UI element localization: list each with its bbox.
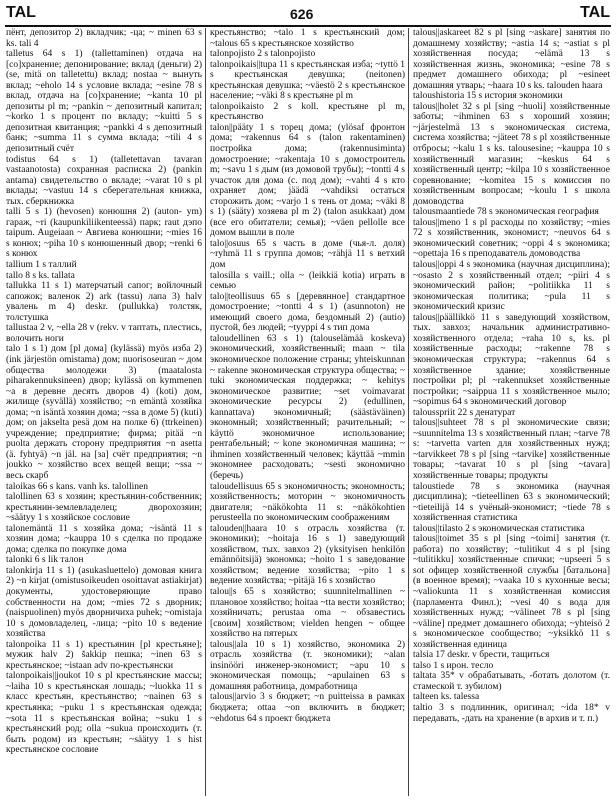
dictionary-entry: talon||pääty 1 s торец дома; (ylösaf фронтон дома; ~rakennus 64 s (talon rakentaminen) постройка дома; (rakennusiminta) домостроение; ~rakentaja 10 s домостроитель m; ~savu 1 s дым (из домовой трубы); ~tonttі 4 s участок для дома (с. под дом); ~vahti 4 s кто охраняет дом; jäädä ~vahdiksi остаться сторожить дом; ~varjo 1 s тень от дома; ~väki 8 s 1) (sääty) хозяева pl m 2) (talon asukkaat) дом (все его обитатели; семья); ~väen pellolle все домом вышли в поле (210, 122, 405, 239)
dictionary-entry: крестьянство; ~talo 1 s крестьянский дом; ~talous 65 s крестьянское хозяйство (210, 28, 405, 49)
column-2 (210, 28, 405, 796)
dictionary-entry: talonpoikaisto 2 s koll. крестьяне pl m, крестьянство (210, 101, 405, 123)
dictionary-entry: talonki 6 s lik талон (6, 555, 84, 566)
dictionary-entry: talonpojisto 2 s talonpojisto (210, 49, 316, 60)
dictionary-entry: talou||s 65 s хозяйство; suunnitelmallinen ~ плановое хозяйство; hoitaa ~tta вести хозяйство; хозяйничать; perustaa oma ~ обзавестись [своим] хозяйством; vielden hengen ~ общее хозяйство на пятерых (210, 586, 405, 640)
dictionary-entry: talo 1 s 1) дом [pl дома] (kylässä) myös изба 2) (ink järjestön omistama) дом; nuorisoseuran ~ дом общества молодежи 3) (maatalosta piharakennuksineen) двор; kylässä on kymmenen ~a в деревне десять дворов 4) (koti) дом, жилище (syvällä) хозяйство; ~n emäntä хозяйка дома; ~n isäntä хозяин дома; ~ssa в доме 5) (kuti) дом; on jakselta pesä дом на полке 6) (ttrkeinen) учреждение; предприятие; фирма; pitää ~n puolta держать сторону предприятия ~n asetta (ä. fyhtyä) ~n jäl. на [за] счёт предприятия; ~n joukko ~ хозяйство всех вещей вещи; ~ssa ~ весь скарб (6, 344, 202, 481)
running-header (0, 4, 616, 24)
column-text (413, 28, 610, 724)
dictionary-entry: talous||oppi 4 s экономика (научная дисциплина); ~osasto 2 s хозяйственный отдел; ~piiri 4 s экономический район; ~politiikka 11 s экономическая политика; ~pula 11 s экономический кризис (413, 260, 610, 313)
dictionary-entry: taltio 3 s подлинник, оригинал; ~ida 18* v передавать, -дать на хранение (в архив и т. п.) (413, 703, 610, 724)
dictionary-entry: talonpoikais||tupa 11 s крестьянская изба; ~tyttö 1 s крестьянская девушка; (neitonen) крестьянская девушка; ~väestö 2 s крестьянское население; ~väki 8 s крестьяне pl m (210, 59, 405, 102)
dictionary-entry: talosilla s vaill.; olla ~ (leikkiä kotia) играть в семью (210, 270, 405, 292)
dictionary-entry: taloudellinen 63 s 1) (talouselämää koskeva) экономический, хозяйственный; maan ~ tila экономическое положение страны; yhteiskunnan ~ rakenne экономическая структура общества; ~ tuki экономическая поддержка; ~ kehitys экономическое развитие; ~set voimavarat экономические ресурсы 2) (edullinen, kannattava) экономичный; (säästäväinen) экономный; хозяйственный; рачительный; ~ käyttö экономичное использование; рентабельный; ~ kone экономичная машина; ~ ihminen хозяйственный человек; käyttää ~mmin экономнее расходовать; ~sesti экономично (беречь) (210, 333, 405, 481)
column-divider (205, 28, 206, 796)
dictionary-entry: todistus 64 s 1) (talletettavan tavaran vastaanotosta) сохранная расписка 2) (pankin antama) свидетельство о вкладе; ~varat 10 s pl вклады; ~vastuu 14 s сберегательная книжка, тых. сберкнижка (6, 154, 202, 207)
header-right-guideword: TAL (580, 4, 610, 21)
dictionary-entry: tallium 1 s таллий (6, 260, 77, 271)
header-rule (5, 25, 611, 27)
dictionary-entry: talletus 64 s 1) (tallettaminen) отдача на [со]хранение; депонирование; вклад (деньги) 2) (se, mitä on talletettu) вклад; nostaa ~ вынуть вклад; ~eholo 14 s условие вклада; ~esine 78 s вклад, отдача на [со]хранение; ~kanta 10 pl депозиты pl m; ~pankin ~ депозитный капитал; ~korko 1 s процент по вкладу; ~kuitti 5 s депозитная квитанция; ~pankki 4 s депозитный банк; ~summa 11 s сумма вклада; ~tili 4 s депозитный счёт (6, 49, 202, 155)
column-divider (408, 28, 409, 796)
dictionary-entry: talonpoikais||joukot 10 s pl крестьянские массы; ~laiha 10 s крестьянская лошадь; ~luokka 11 s класс крестьян, крестьянство; ~nainen 63 s крестьянка; ~puku 1 s крестьянская одежда; ~sota 11 s крестьянская война; ~suku 1 s крестьянский род; olla ~sukua происходить (т. быть родом) из крестьян; ~säätyу 1 s hist крестьянское сословие (6, 671, 202, 756)
dictionary-entry: talous||ala 10 s 1) хозяйство, экономика 2) отрасль хозяйства (т. экономики); ~alan insinööri инженер-экономист; ~apu 10 s экономическая помощь; ~apulainen 63 s домашняя работница, домработница (210, 639, 405, 692)
dictionary-entry: talousmaantiede 78 s экономическая география (413, 207, 599, 218)
dictionary-entry: taloudellisuus 65 s экономичность; экономность; хозяйственность; моторин ~ экономичность двигателя; ~näkökohta 11 s: ~näkökohtien perusteella по экономическим соображениям (210, 481, 405, 524)
page-number: 626 (290, 6, 314, 22)
dictionary-entry: taloustiede 78 s экономика (научная дисциплина); ~tieteellinen 63 s экономический; ~tieteilijä 14 s учёный-экономист; ~tiede 78 s хозяйственная статистика (413, 481, 610, 524)
dictionary-entry: talous||toimet 35 s pl [sing ~toimi] занятия (т. работа) по хозяйству; ~tulitikut 4 s pl [sing ~tulitikku] хозяйственные спички; ~upseeri 5 s sot офицер хозяйственной службы [батальона] (в военное время); ~vaaka 10 s кухонные весы; ~valiokunta 11 s хозяйственная комиссия (парламента Финл.); ~vesi 40 s вода для хозяйственных нужд; ~välineet 78 s pl [sing ~väline] предмет домашнего обихода; ~yhteisö 2 s экономическое сообщество; ~yksikkö 11 s хозяйственная единица (413, 534, 610, 650)
dictionary-entry: taloikas 66 s kans. vanh ks. talollinen (6, 481, 148, 492)
column-1 (6, 28, 202, 796)
dictionary-entry: talollinen 63 s хозяин; крестьянин-собственник; крестьянин-землевладелец; дворохозяин; ~säätyу 1 s хозяйское сословие (6, 492, 202, 524)
dictionary-entry: tallustaa 2 v, ~ella 28 v (rekv. v таптать, плестись, волочить ноги (6, 323, 202, 344)
column-text (6, 28, 202, 756)
dictionary-entry: talousspriit 22 s денатурат (413, 407, 516, 418)
dictionary-entry: tallukka 11 s 1) матерчатый сапог; войлочный сапожок; валенок 2) ark (tassu) лапа 3) halv увалень m 4) deskr. (pullukka) толстяк, толстушка (6, 281, 202, 323)
header-left-guideword: TAL (6, 4, 36, 21)
dictionary-entry: talous||holet 32 s pl [sing ~huoli] хозяйственные заботы; ~ihminen 63 s хороший хозяин; ~järjestelmä 13 s экономическая система, система хозяйства; ~jäteet 78 s pl хозяйственные отбросы; ~kalu 1 s ks. talousesine; ~kauppa 10 s хозяйственный магазин; ~keskus 64 s хозяйственный центр; ~kilpa 10 s хозяйственное соревнование; ~komitea 15 s комиссия по хозяйственным вопросам; ~koulu 1 s школа домоводства (413, 101, 610, 207)
dictionary-entry: talsia 17 deskr. v брести, тащиться (413, 650, 550, 661)
column-text (210, 28, 405, 724)
dictionary-entry: talous||suhteet 78 s pl экономические связи; ~suunnitelma 13 s хозяйственный план; ~tarve 78 s: ~tarvetta varten для хозяйственных нужд; ~tarvikkeet 78 s pl [sing ~tarvike] хозяйственные товары; ~tavarat 10 s pl [sing ~tavara] хозяйственные товары; продукты (413, 418, 610, 481)
dictionary-entry: talous||tilasto 2 s экономическая статистика (413, 523, 585, 534)
dictionary-entry: talli 5 s 1) (hevosen) конюшня 2) (auton- ym) гараж, ~ri (kaupunkiliikenteessä) парк; raut дэпо taipum. Augeiaan ~ Авгиева конюшни; ~mies 16 s конюх; ~piha 10 s конюшенный двор; ~renki 6 s конюх (6, 207, 202, 260)
dictionary-entry: talouden||haara 10 s отрасль хозяйства (т. экономики); ~hoitaja 16 s 1) заведующий хозяйством, тых. завхоз 2) (yksityisen henkilön emännöitsijä) экономка; ~hoito 1 s заведование хозяйством; ведение хозяйства; ~pito 1 s ведение хозяйства; ~pitäjä 16 s хозяйство (210, 523, 405, 587)
dictionary-entry: tallo 8 s ks. tallata (6, 270, 75, 281)
dictionary-entry: talteen ks. talessa (413, 692, 480, 703)
column-3 (413, 28, 610, 796)
dictionary-entry: taloushistoria 15 s история экономики (413, 91, 563, 102)
dictionary-entry: talous||askareet 82 s pl [sing ~askare] занятия по домашнему хозяйству; ~astia 14 s; ~astiat s pl хозяйственная посуда; ~elämä 13 s хозяйственная жизнь, экономика; ~esine 78 s предмет домашнего обихода; pl ~esineet домашняя утварь; ~haara 10 s ks. talouden haara (413, 28, 610, 91)
dictionary-entry: talous||päällikkö 11 s заведующий хозяйством, тых. завхоз; начальник административно-хозяйственного отдела; ~raha 10 s, ks. pl хозяйственные расходы; ~rakenne 78 s экономическая структура; ~rakennus 64 s хозяйственное здание; хозяйственные постройки pl; pl ~rakennukset хозяйственные постройки; ~saippua 11 s хозяйственное мыло; ~sopimus 64 s экономический договор (413, 312, 610, 408)
dictionary-entry: talonemäntä 11 s хозяйка дома; ~isäntä 11 s хозяин дома; ~kauppa 10 s сделка по продаже дома; сделка по покупке дома (6, 523, 202, 555)
dictionary-entry: пёнт, депозитор 2) вкладчик; -ца; ~ minen 63 s ks. tali 4 (6, 28, 202, 49)
dictionary-entry: talso 1 s ирон. тесло (413, 660, 494, 671)
dictionary-entry: talous||arvio 3 s бюджет; ~n puitteissa в рамках бюджета; ottaa ~on включить в бюджет; ~ehdotus 64 s проект бюджета (210, 692, 405, 724)
dictionary-entry: talonkirja 11 s 1) (asukasluettelo) домовая книга 2) ~n kirjat (omistusoikeuden osoittavat astiakirjat) документы, удостоверяющие право собственности на дом; ~mies 72 s дворник; (naispuolinen) myös дворничиха puhek; ~omistaja 10 s домовладелец, -лица; ~pito 10 s ведение хозяйства (6, 565, 202, 640)
dictionary-entry: talonpoika 11 s 1) крестьянин [pl крестьяне]; мужик halv 2) šakkip пешка; ~inen 63 s крестьянское; ~istaan adv по-крестьянски (6, 639, 202, 671)
dictionary-entry: taltata 35* v обрабатывать, -ботать долотом (т. стамеской т. зубилом) (413, 671, 610, 692)
dictionary-entry: talo||osuus 65 s часть в доме (чья-л. доля) ~ryhmä 11 s группа домов; ~rähjä 11 s ветхий дом (210, 238, 405, 271)
dictionary-entry: talo||teollisuus 65 s [деревянное] стандартное домостроение; ~tontti 4 s 1) (asunnoton) не имеющий своего дома, бездомный 2) (autio) пустой, без людей; ~tyyppi 4 s тип дома (210, 291, 405, 334)
dictionary-entry: talous||meno 1 s pl расходы по хозяйству; ~mies 72 s хозяйственник, экономист; ~neuvos 64 s экономический советник; ~oppi 4 s экономика; ~opettaja 16 s преподаватель домоводства (413, 217, 610, 260)
